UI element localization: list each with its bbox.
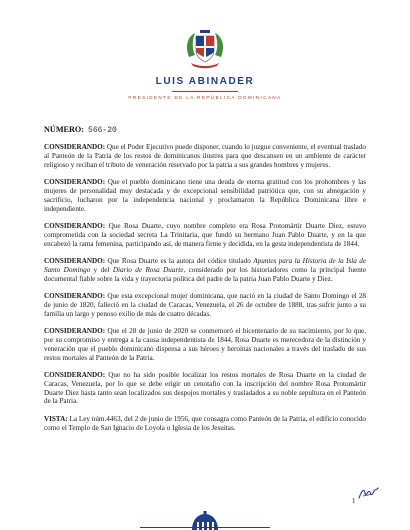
paragraph-label: CONSIDERANDO: [44,143,106,151]
decree-paragraph [44,257,366,284]
paragraph-label: CONSIDERANDO: [44,178,106,187]
header-divider [172,91,238,92]
page-number: 1 [352,497,356,505]
decree-paragraph [44,327,366,362]
paragraph-text: , considerado por los historiadores como la principal fuente documental fiable sobre la vida y trayectoria política del padre de la patria Juan Pablo Duarte y Diez. [44,265,366,283]
decree-body [44,143,366,441]
paragraph-label: CONSIDERANDO: [44,256,106,265]
paragraph-text: Que el pueblo dominicano tiene una deuda de eterna gratitud con los prohombres y las mujeres de personalidad muy destacada y de excepcional sensibilidad patriótica que, con su abnegación y sacrificio, lucharon por la independencia nacional y proclamaron la República Dominicana libre e independiente. [44,178,366,213]
handwritten-initials [357,484,379,502]
paragraph-text: Que Rosa Duarte es la autora del códice titulado [105,256,254,265]
paragraph-text: Que Rosa Duarte, cuyo nombre completo era Rosa Protomártir Duarte Diez, estuvo comprometida con la sociedad secreta La Trinitaria, que fundó su hermano Juan Pablo Duarte, y en la que encabezó la rama femenina, participando así, de manera firme y decidida, en la gesta independentista de 1844. [44,221,366,248]
paragraph-label: CONSIDERANDO: [44,327,106,335]
paragraph-text: Que esta excepcional mujer dominicana, que nació en la ciudad de Santo Domingo el 28 de junio de 1820, falleció en la ciudad de Caracas, Venezuela, el 26 de octubre de 1888, tras sufrir junto a su familia un largo y penoso exilio de más de cuatro décadas. [44,291,366,318]
work-title: Apuntes para la Historia de la Isla de Santo Domingo [44,256,366,274]
footer-divider [140,527,270,528]
decree-paragraph [44,292,366,319]
decree-paragraph [44,415,366,433]
paragraph-label: CONSIDERANDO: [44,370,106,379]
decree-paragraph [44,178,366,213]
paragraph-text: y del [90,265,113,274]
decree-paragraph [44,371,366,406]
decree-number-value: 566-20 [88,126,117,135]
paragraph-label: VISTA: [44,414,68,423]
paragraph-text: La Ley núm.4463, del 2 de junio de 1956, que consagra como Panteón de la Patria, el edificio conocido como el Templo de San Ignacio de Loyola o Iglesia de los Jesuitas. [44,414,366,432]
coat-of-arms-emblem [183,27,227,71]
decree-number [44,125,117,135]
paragraph-label: CONSIDERANDO: [44,291,106,300]
paragraph-text: Que no ha sido posible localizar los restos mortales de Rosa Duarte en la ciudad de Caracas, Venezuela, por lo que se debe erigir un cenotafio con la inscripción del nombre Rosa Protomártir Duarte Diez hasta tanto sean localizados sus despojos mortales y trasladados a su noble sepultura en el Panteón de la Patria. [44,370,366,406]
president-title: PRESIDENTE DE LA REPÚBLICA DOMINICANA [128,95,282,100]
decree-number-label: NÚMERO: [44,125,85,134]
paragraph-label: CONSIDERANDO: [44,221,106,230]
president-name: LUIS ABINADER [155,76,255,87]
decree-paragraph [44,143,366,170]
paragraph-text: Que el 28 de junio de 2020 se conmemoró el bicentenario de su nacimiento, por lo que, por su compromiso y entrega a la causa independentista de 1844, Rosa Duarte es merecedora de la distinción y veneración que el pueblo dominicano dispensa a sus héroes y heroínas nacionales a través del traslado de sus restos mortales al Panteón de la Patria. [44,327,366,362]
decree-paragraph [44,222,366,249]
paragraph-text: Que el Poder Ejecutivo puede disponer, cuando lo juzgue conveniente, el eventual traslado al Panteón de la Patria de los restos de dominicanos ilustres para que descansen en un ambiente de carácter religioso y reciban el tributo de veneración reservado por la patria a sus grandes hombres y mujeres. [44,143,366,169]
work-title: Diario de Rosa Duarte [112,265,184,274]
